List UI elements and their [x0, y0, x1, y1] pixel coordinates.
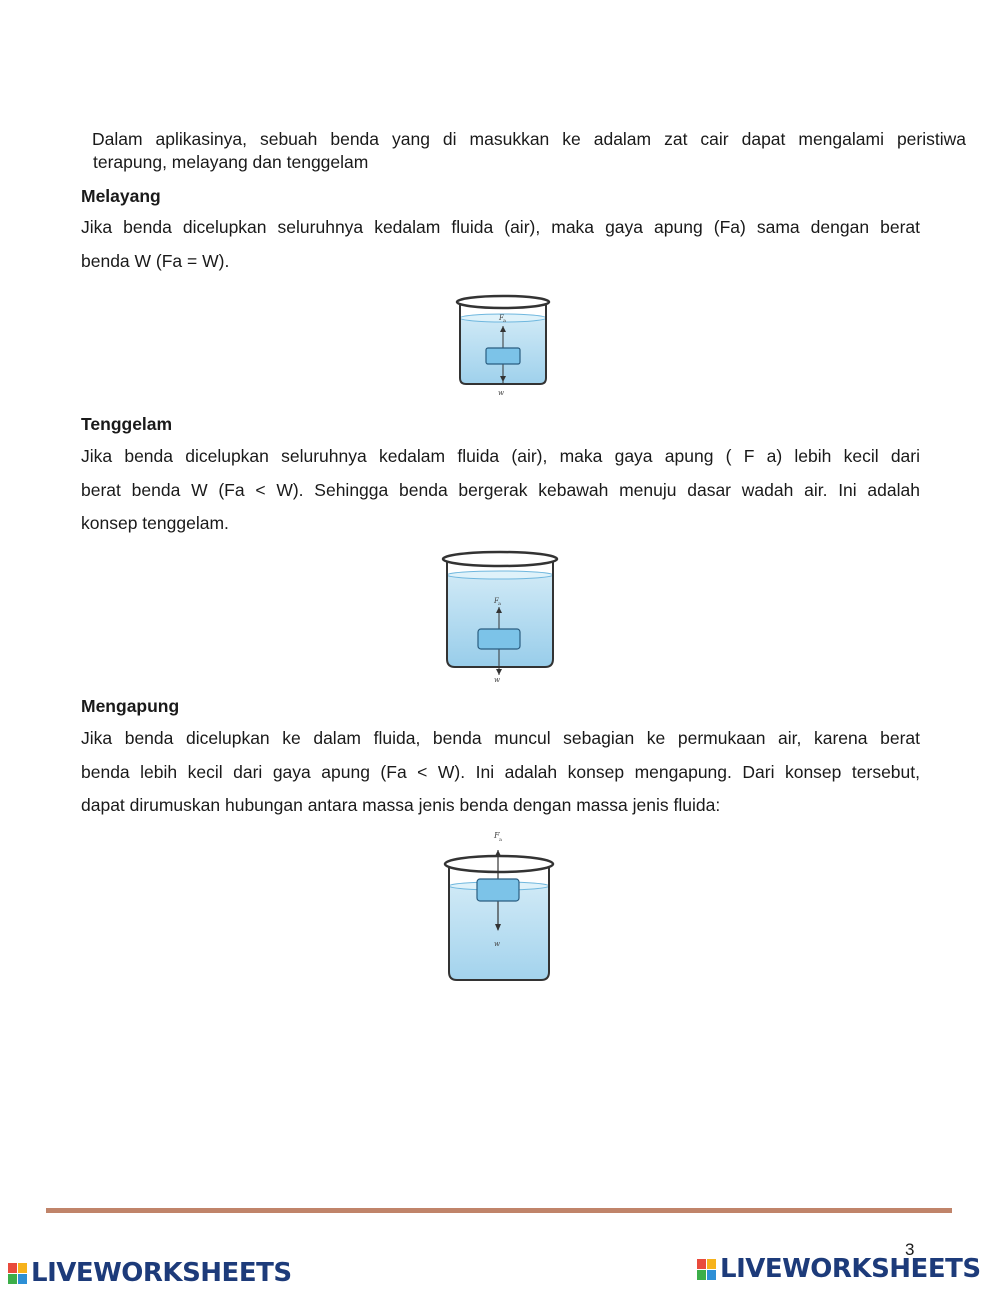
floating-object [486, 348, 520, 364]
paragraph-line: benda lebih kecil dari gaya apung (Fa < W). Ini adalah konsep mengapung. Dari konsep tersebut, [81, 761, 920, 782]
intro-paragraph [92, 128, 966, 174]
paragraph-mengapung [81, 722, 920, 823]
figure-mengapung [440, 826, 558, 988]
beaker-water [447, 575, 553, 667]
logo-blocks-icon [8, 1263, 28, 1285]
floating-surface-object [477, 879, 519, 901]
svg-text:a: a [503, 318, 506, 324]
sinking-object [478, 629, 520, 649]
heading-melayang: Melayang [81, 186, 161, 206]
intro-line-2: terapung, melayang dan tenggelam [93, 152, 369, 172]
page-number: 3 [905, 1240, 915, 1259]
force-down-label: w [494, 676, 500, 684]
paragraph-line: dapat dirumuskan hubungan antara massa jenis benda dengan massa jenis fluida: [81, 795, 721, 815]
beaker-rim [445, 856, 553, 872]
heading-mengapung: Mengapung [81, 696, 180, 716]
paragraph-tenggelam [81, 440, 920, 541]
liveworksheets-logo[interactable] [8, 1258, 292, 1288]
paragraph-line: berat benda W (Fa < W). Sehingga benda bergerak kebawah menuju dasar wadah air. Ini adalah [81, 479, 920, 500]
svg-text:a: a [498, 601, 501, 607]
paragraph-line: Jika benda dicelupkan seluruhnya kedalam fluida (air), maka gaya apung ( F a) lebih kecil dari [81, 446, 920, 466]
force-down-label: w [498, 389, 504, 397]
figure-melayang [452, 292, 554, 400]
paragraph-line: konsep tenggelam. [81, 513, 229, 533]
logo-blocks-icon [697, 1259, 717, 1281]
paragraph-line: Jika benda dicelupkan ke dalam fluida, benda muncul sebagian ke permukaan air, karena berat [81, 728, 920, 748]
paragraph-line: benda W (Fa = W). [81, 250, 230, 271]
beaker-rim [443, 552, 557, 566]
heading-tenggelam: Tenggelam [81, 414, 173, 434]
beaker-rim [457, 296, 549, 308]
force-up-label: F [494, 831, 500, 840]
logo-text: LIVEWORKSHEETS [720, 1254, 981, 1284]
figure-tenggelam [437, 547, 563, 685]
paragraph-line: Jika benda dicelupkan seluruhnya kedalam fluida (air), maka gaya apung (Fa) sama dengan berat [81, 217, 920, 237]
force-up-label: F [494, 597, 499, 605]
force-down-label: w [494, 940, 500, 948]
force-up-label: F [499, 314, 504, 322]
svg-text:a: a [499, 837, 502, 843]
footer-rule [46, 1208, 952, 1213]
intro-line-1: Dalam aplikasinya, sebuah benda yang di masukkan ke adalam zat cair dapat mengalami peristiwa [92, 129, 966, 149]
logo-text: LIVEWORKSHEETS [31, 1258, 292, 1288]
paragraph-melayang [81, 211, 920, 278]
liveworksheets-logo[interactable] [697, 1254, 981, 1284]
